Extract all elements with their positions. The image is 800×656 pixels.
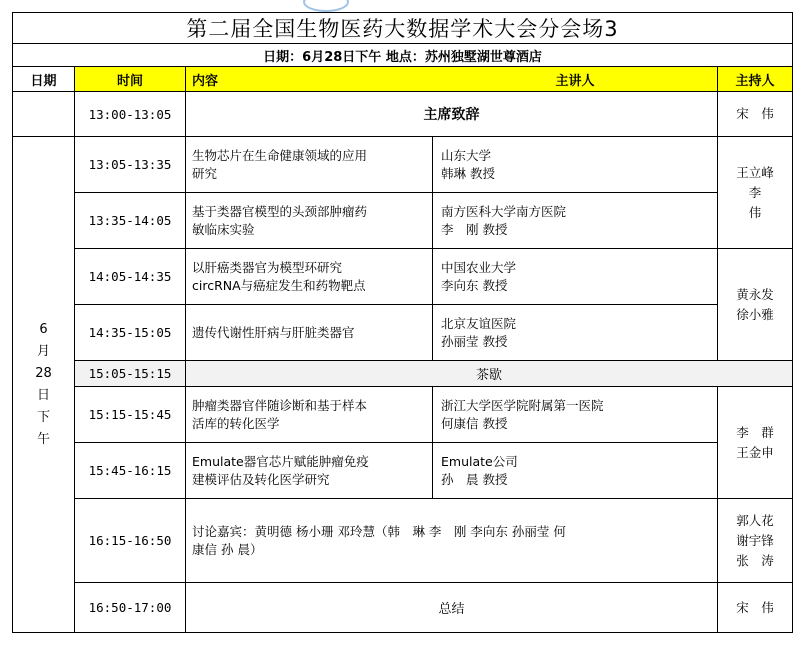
speaker-affiliation: 浙江大学医学院附属第一医院 <box>441 397 604 413</box>
content-line: 讨论嘉宾：黄明德 杨小珊 邓玲慧（韩 琳 李 刚 李向东 孙丽莹 何 <box>192 523 566 539</box>
table-row <box>13 387 793 443</box>
header-row <box>13 67 793 92</box>
logo-arc <box>303 0 349 12</box>
page-title: 第二届全国生物医药大数据学术大会分会场3 <box>13 13 793 44</box>
host-name: 郭人花 <box>736 512 774 528</box>
host-cell <box>718 137 793 249</box>
content-line: 研究 <box>192 165 218 181</box>
speaker-affiliation: Emulate公司 <box>441 453 518 469</box>
content-cell <box>186 387 433 443</box>
title-row <box>13 13 793 44</box>
speaker-name: 李 刚 教授 <box>441 221 508 237</box>
content-line: circRNA与癌症发生和药物靶点 <box>192 277 366 293</box>
content-cell <box>186 193 433 249</box>
time-cell: 14:05-14:35 <box>75 249 186 305</box>
header-speaker: 主讲人 <box>555 73 595 89</box>
content-line: 肿瘤类器官伴随诊断和基于样本 <box>192 397 368 413</box>
content-cell <box>186 443 433 499</box>
speaker-cell <box>433 387 718 443</box>
subtitle-row <box>13 44 793 67</box>
date-line: 日 <box>36 387 50 403</box>
table-row <box>13 583 793 633</box>
content-cell <box>186 249 433 305</box>
discussion-cell <box>186 499 718 583</box>
content-line: 活库的转化医学 <box>192 415 280 431</box>
table-row <box>13 361 793 387</box>
host-name: 王金申 <box>736 444 774 460</box>
content-line: 遗传代谢性肝病与肝脏类器官 <box>192 324 355 340</box>
time-cell: 13:00-13:05 <box>75 92 186 137</box>
content-line: 生物芯片在生命健康领域的应用 <box>192 147 368 163</box>
header-host: 主持人 <box>718 67 793 92</box>
speaker-cell <box>433 137 718 193</box>
date-blank <box>13 92 75 137</box>
host-name: 李 群 <box>736 424 774 440</box>
host-cell <box>718 499 793 583</box>
time-cell: 15:45-16:15 <box>75 443 186 499</box>
host-cell: 宋 伟 <box>718 583 793 633</box>
time-cell: 16:15-16:50 <box>75 499 186 583</box>
table-row <box>13 249 793 305</box>
date-line: 6 <box>39 321 48 337</box>
content-cell <box>186 137 433 193</box>
content-line: 敏临床实验 <box>192 221 255 237</box>
host-name: 黄永发 <box>736 286 774 302</box>
host-cell: 宋 伟 <box>718 92 793 137</box>
table-row <box>13 193 793 249</box>
date-line: 月 <box>36 343 50 359</box>
speaker-affiliation: 中国农业大学 <box>441 259 517 275</box>
speaker-name: 何康信 教授 <box>441 415 508 431</box>
content-line: 康信 孙 晨） <box>192 541 263 557</box>
speaker-name: 韩琳 教授 <box>441 165 495 181</box>
speaker-affiliation: 山东大学 <box>441 147 492 163</box>
time-cell: 15:05-15:15 <box>75 361 186 387</box>
speaker-name: 孙 晨 教授 <box>441 471 508 487</box>
content-cell: 总结 <box>186 583 718 633</box>
date-line: 下 <box>36 409 50 425</box>
schedule-table <box>12 12 793 633</box>
header-content: 内容 <box>192 73 219 89</box>
host-name: 伟 <box>748 204 762 220</box>
speaker-name: 孙丽莹 教授 <box>441 333 508 349</box>
speaker-cell <box>433 305 718 361</box>
host-cell <box>718 387 793 499</box>
header-time: 时间 <box>75 67 186 92</box>
speaker-name: 李向东 教授 <box>441 277 508 293</box>
content-cell: 主席致辞 <box>186 92 718 137</box>
header-content-speaker <box>186 67 718 92</box>
speaker-cell <box>433 249 718 305</box>
content-cell: 茶歇 <box>186 361 793 387</box>
host-name: 谢宇锋 <box>736 532 774 548</box>
table-row <box>13 137 793 193</box>
table-row <box>13 92 793 137</box>
speaker-affiliation: 北京友谊医院 <box>441 315 517 331</box>
content-line: 基于类器官模型的头颈部肿瘤药 <box>192 203 368 219</box>
date-cell <box>13 137 75 633</box>
time-cell: 13:05-13:35 <box>75 137 186 193</box>
speaker-affiliation: 南方医科大学南方医院 <box>441 203 567 219</box>
header-date: 日期 <box>13 67 75 92</box>
speaker-cell <box>433 443 718 499</box>
time-cell: 15:15-15:45 <box>75 387 186 443</box>
host-name: 张 涛 <box>736 552 774 568</box>
host-name: 王立峰 <box>736 164 774 180</box>
host-cell <box>718 249 793 361</box>
table-row <box>13 443 793 499</box>
time-cell: 16:50-17:00 <box>75 583 186 633</box>
content-cell <box>186 305 433 361</box>
date-line: 午 <box>36 431 50 447</box>
speaker-cell <box>433 193 718 249</box>
date-line: 28 <box>35 365 52 381</box>
host-name: 徐小雅 <box>736 306 774 322</box>
host-name: 李 <box>748 184 762 200</box>
date-location: 日期：6月28日下午 地点：苏州独墅湖世尊酒店 <box>13 44 793 67</box>
table-row <box>13 499 793 583</box>
table-row <box>13 305 793 361</box>
content-line: 以肝癌类器官为模型环研究 <box>192 259 343 275</box>
content-line: 建模评估及转化医学研究 <box>192 471 330 487</box>
time-cell: 13:35-14:05 <box>75 193 186 249</box>
content-line: Emulate器官芯片赋能肿瘤免疫 <box>192 453 369 469</box>
time-cell: 14:35-15:05 <box>75 305 186 361</box>
